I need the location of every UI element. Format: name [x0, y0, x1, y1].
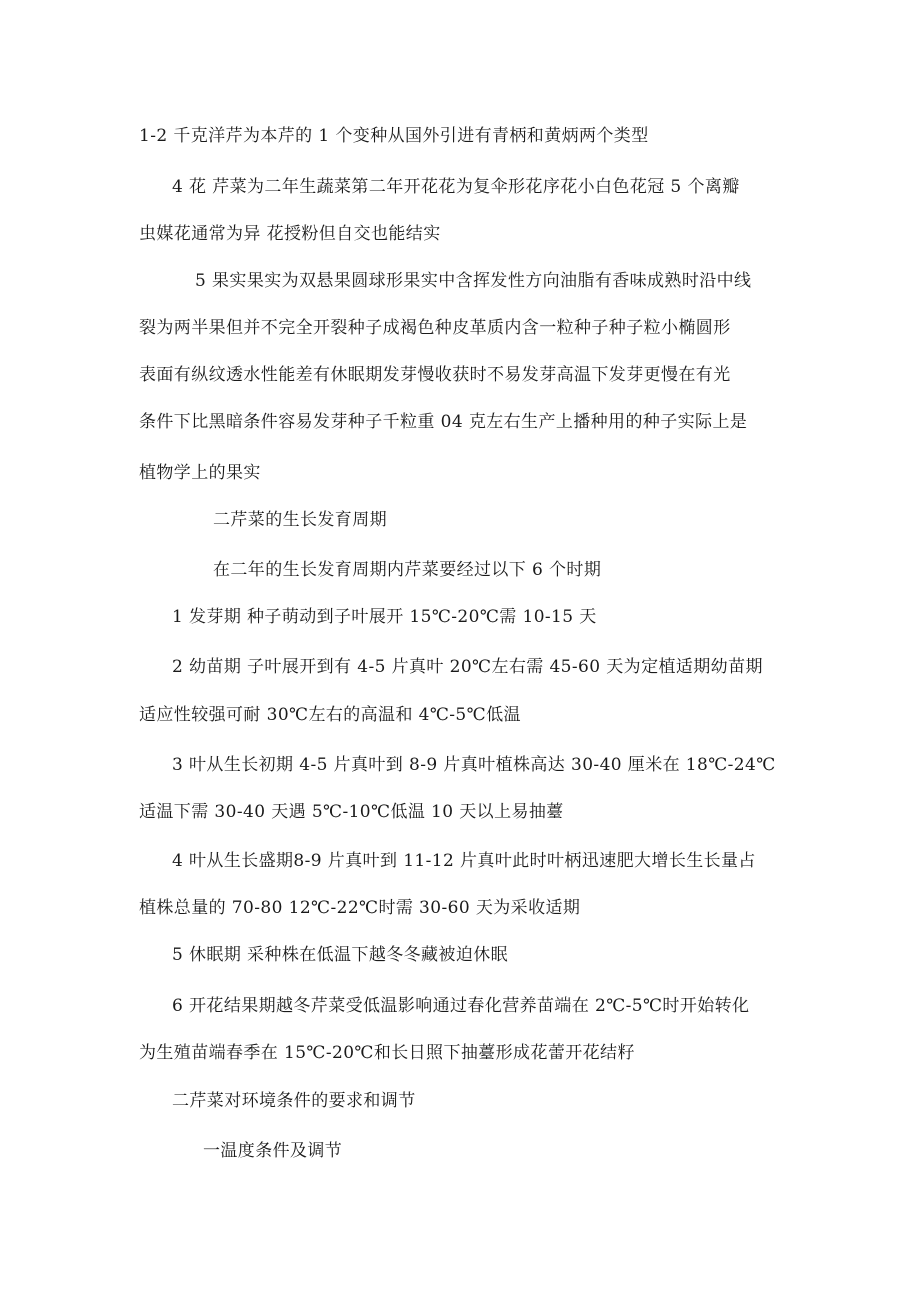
text-line-1: 1-2 千克洋芹为本芹的 1 个变种从国外引进有青柄和黄炳两个类型: [139, 126, 649, 146]
text-line-6: 表面有纵纹透水性能差有休眠期发芽慢收获时不易发芽高温下发芽更慢在有光: [139, 365, 731, 385]
text-line-5: 裂为两半果但并不完全开裂种子成褐色种皮革质内含一粒种子种子粒小椭圆形: [139, 318, 731, 338]
text-line-17: 植株总量的 70-80 12℃-22℃时需 30-60 天为采收适期: [139, 898, 581, 918]
text-line-16: 4 叶从生长盛期8-9 片真叶到 11-12 片真叶此时叶柄迅速肥大增长生长量占: [172, 851, 756, 871]
text-line-10: 在二年的生长发育周期内芹菜要经过以下 6 个时期: [213, 560, 602, 580]
text-line-15: 适温下需 30-40 天遇 5℃-10℃低温 10 天以上易抽薹: [139, 802, 564, 822]
section-heading-growth-cycle: 二芹菜的生长发育周期: [213, 510, 387, 530]
text-line-7: 条件下比黑暗条件容易发芽种子千粒重 04 克左右生产上播种用的种子实际上是: [139, 412, 748, 432]
text-line-2: 4 花 芹菜为二年生蔬菜第二年开花花为复伞形花序花小白色花冠 5 个离瓣: [172, 177, 740, 197]
text-line-14: 3 叶从生长初期 4-5 片真叶到 8-9 片真叶植株高达 30-40 厘米在 18℃-24℃: [172, 755, 776, 775]
text-line-3: 虫媒花通常为异 花授粉但自交也能结实: [139, 224, 441, 244]
section-heading-environment: 二芹菜对环境条件的要求和调节: [172, 1091, 416, 1111]
text-line-19: 6 开花结果期越冬芹菜受低温影响通过春化营养苗端在 2℃-5℃时开始转化: [172, 996, 750, 1016]
text-line-13: 适应性较强可耐 30℃左右的高温和 4℃-5℃低温: [139, 705, 521, 725]
text-line-11: 1 发芽期 种子萌动到子叶展开 15℃-20℃需 10-15 天: [172, 607, 597, 627]
text-line-20: 为生殖苗端春季在 15℃-20℃和长日照下抽薹形成花蕾开花结籽: [139, 1043, 635, 1063]
text-line-8: 植物学上的果实: [139, 463, 261, 483]
text-line-12: 2 幼苗期 子叶展开到有 4-5 片真叶 20℃左右需 45-60 天为定植适期幼苗期: [172, 657, 763, 677]
text-line-18: 5 休眠期 采种株在低温下越冬冬藏被迫休眠: [172, 945, 509, 965]
text-line-4: 5 果实果实为双悬果圆球形果实中含挥发性方向油脂有香味成熟时沿中线: [195, 271, 752, 291]
subsection-heading-temperature: 一温度条件及调节: [203, 1141, 343, 1161]
